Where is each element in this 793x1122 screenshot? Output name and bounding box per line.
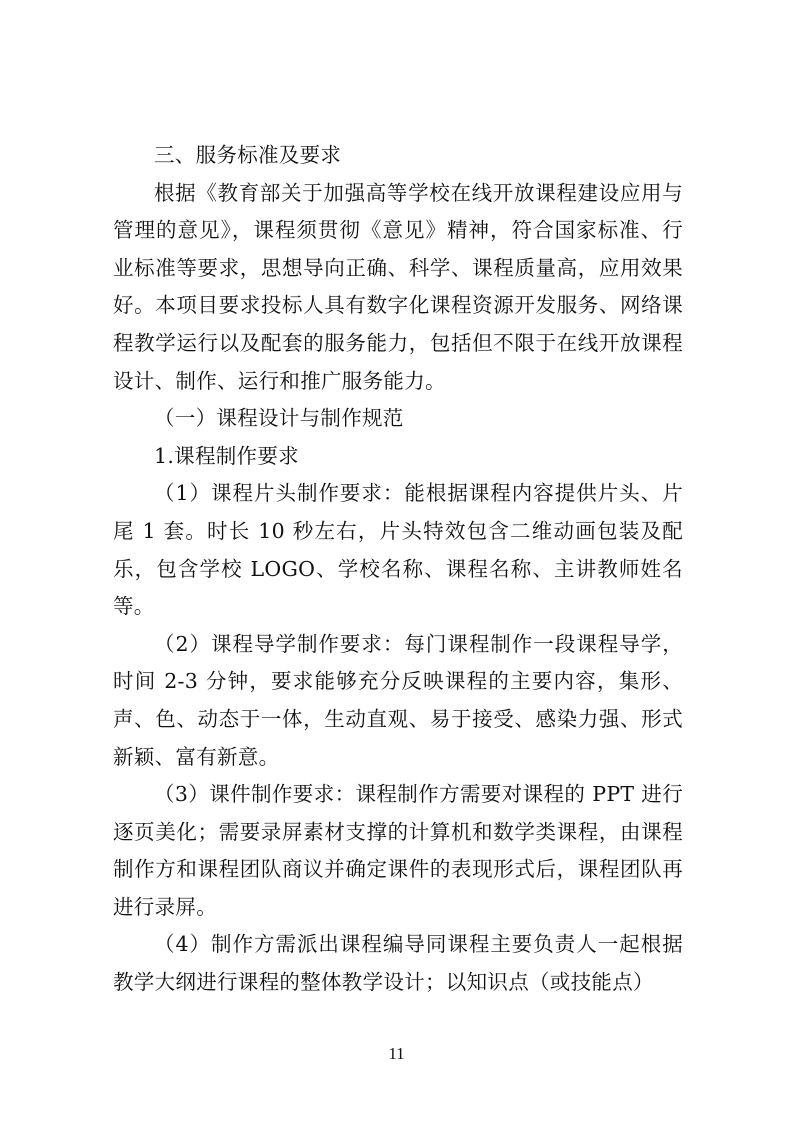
requirement-item-4: （4）制作方需派出课程编导同课程主要负责人一起根据教学大纲进行课程的整体教学设计；以知识点（或技能点） [113, 932, 683, 995]
requirement-item-1: （1）课程片头制作要求：能根据课程内容提供片头、片尾 1 套。时长 10 秒左右，片头特效包含二维动画包装及配乐，包含学校 LOGO、学校名称、课程名称、主讲教师姓名等。 [113, 481, 683, 619]
requirement-item-3: （3）课件制作要求：课程制作方需要对课程的 PPT 进行逐页美化；需要录屏素材支撑的计算机和数学类课程，由课程制作方和课程团队商议并确定课件的表现形式后，课程团队再进行录屏。 [113, 782, 683, 919]
intro-paragraph: 根据《教育部关于加强高等学校在线开放课程建设应用与管理的意见》，课程须贯彻《意见》精神，符合国家标准、行业标准等要求，思想导向正确、科学、课程质量高，应用效果好。本项目要求投标人具有数字化课程资源开发服务、网络课程教学运行以及配套的服务能力，包括但不限于在线开放课程设计、制作、运行和推广服务能力。 [113, 180, 683, 393]
page-body [113, 137, 683, 1002]
subsection-heading: （一）课程设计与制作规范 [154, 406, 404, 431]
requirement-item-2: （2）课程导学制作要求：每门课程制作一段课程导学，时间 2-3 分钟，要求能够充分反映课程的主要内容，集形、声、色、动态于一体，生动直观、易于接受、感染力强、形式新颖、富有新意。 [113, 631, 683, 769]
section-heading: 三、服务标准及要求 [154, 143, 342, 167]
sub-subsection-heading: 1.课程制作要求 [154, 443, 299, 468]
page-number: 11 [388, 1044, 405, 1063]
